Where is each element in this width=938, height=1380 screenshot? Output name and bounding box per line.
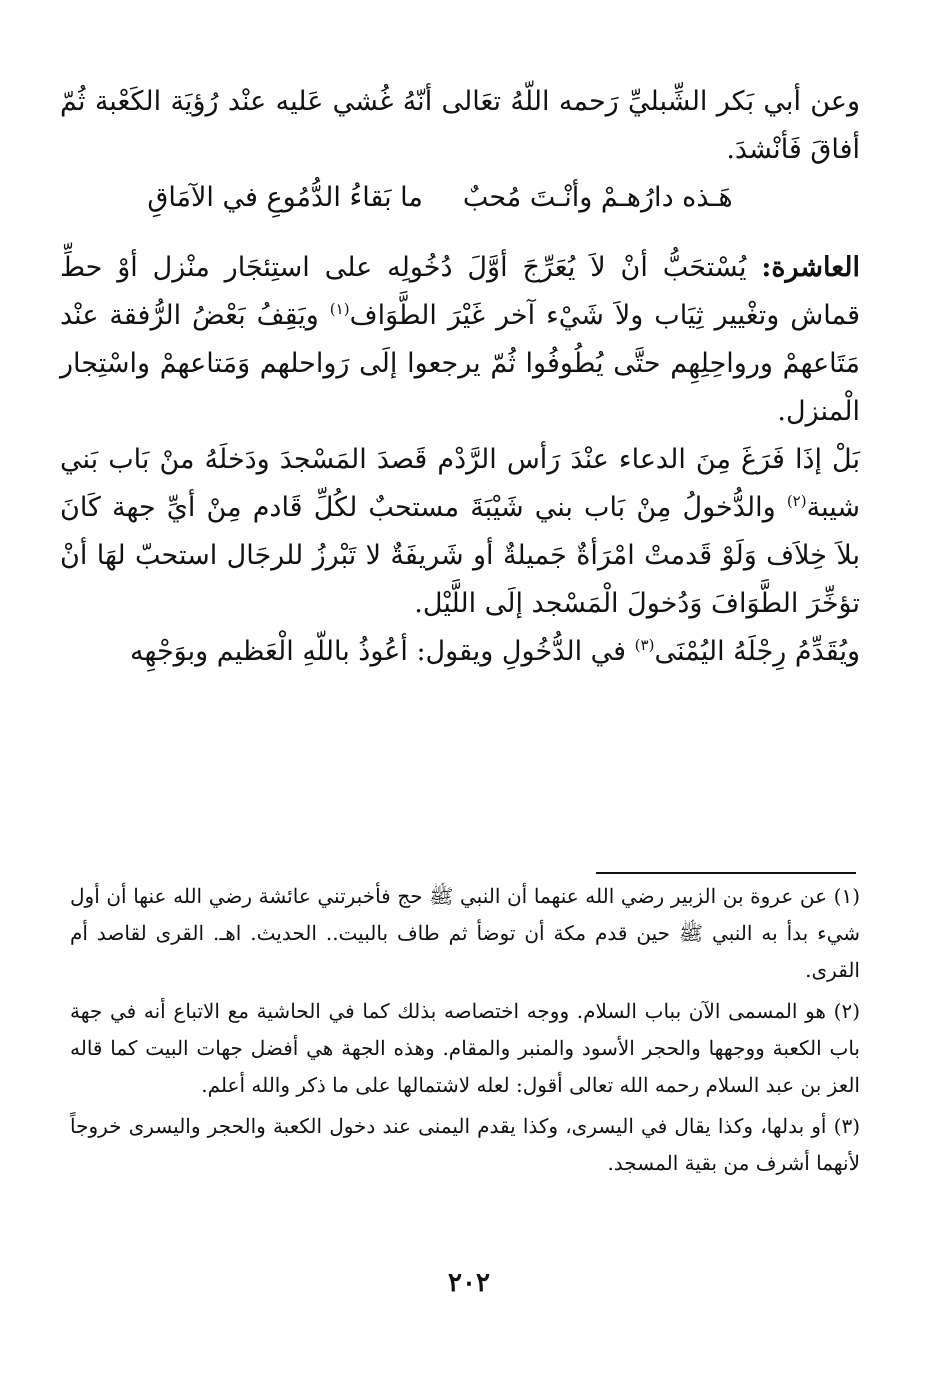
section-lead-tenth: العاشرة:	[761, 252, 860, 283]
tenth-text-b: ويَقِفُ بَعْضُ الرُّفقة عنْد مَتَاعهمْ ورواحِلِهِم حتَّى يُطُوفُوا ثُمّ يرجعوا إلَى رَواحلهم وَمَتاعهمْ واسْتِجار الْمنزل.	[60, 300, 860, 427]
footnote-3: (٣) أو بدلها، وكذا يقال في اليسرى، وكذا يقدم اليمنى عند دخول الكعبة والحجر واليسرى خروجاً لأنهما أشرف من بقية المسجد.	[70, 1114, 860, 1175]
enter-text-a: بَلْ إذَا فَرَغَ مِنَ الدعاء عنْدَ رَأس الرَّدْم قَصدَ المَسْجدَ ودَخلَهُ منْ بَاب بَني شيبة	[60, 444, 860, 523]
page-number: ٢٠٢	[448, 1268, 490, 1298]
footnote-2: (٢) هو المسمى الآن بباب السلام. ووجه اختصاصه بذلك كما في الحاشية مع الاتباع أنه في جهة باب الكعبة ووجهها والحجر الأسود والمنبر والمقام. وهذه الجهة هي أفضل جهات البيت كما قاله العز بن عبد السلام رحمه الله تعالى أقول: لعله لاشتمالها على ما ذكر والله أعلم.	[70, 999, 860, 1097]
footnote-ref-3: (٣)	[634, 636, 655, 654]
paragraph-shibli: وعن أبي بَكر الشِّبليِّ رَحمه اللّهُ تعَالى أنّهُ غُشي عَليه عنْد رُؤيَة الكَعْبة ثُمّ أفاقَ فَأنْشدَ.	[60, 86, 860, 165]
paragraph-tenth	[60, 244, 860, 436]
footnote-divider	[596, 872, 856, 874]
enter-text-b: والدُّخولُ مِنْ بَاب بني شَيْبَةَ مستحبٌ لكُلِّ قَادم مِنْ أيِّ جهة كَانَ بلاَ خِلاَف وَلَوْ قَدمتْ امْرَأةٌ جَميلةٌ أو شَريفَةٌ لا تَبْرزُ للرجَال استحبّ لهَا أنْ تؤخِّرَ الطَّوَافَ وَدُخولَ الْمَسْجد إلَى اللَّيْل.	[60, 492, 860, 619]
footnote-1: (١) عن عروة بن الزبير رضي الله عنهما أن النبي ﷺ حج فأخبرتني عائشة رضي الله عنها أن أول شيء بدأ به النبي ﷺ حين قدم مكة أن توضأ ثم طاف بالبيت.. الحديث. اهـ. القرى لقاصد أم القرى.	[70, 884, 860, 982]
poem-verse	[60, 174, 860, 222]
paragraph-entering-mosque	[60, 436, 860, 628]
right-foot-text-a: ويُقَدِّمُ رِجْلَهُ اليُمْنَى	[654, 636, 860, 667]
verse-first-hemistich: هَـذه دارُهـمْ وأنْـتَ مُحبٌ	[462, 182, 733, 213]
verse-second-hemistich: ما بَقاءُ الدُّمُوعِ في الآمَاقِ	[147, 182, 423, 213]
footnote-ref-1: (١)	[329, 300, 350, 318]
footnotes	[70, 878, 860, 1186]
main-text	[60, 78, 860, 676]
footnote-ref-2: (٢)	[786, 492, 807, 510]
paragraph-right-foot	[60, 628, 860, 676]
tenth-text-a: يُسْتحَبُّ أنْ لاَ يُعَرِّجَ أوَّلَ دُخُولِه على استِئجَار منْزل أوْ حطِّ قماش وتغْيير ثِيَاب ولاَ شَيْء آخر غَيْرَ الطَّوَاف	[60, 252, 861, 331]
right-foot-text-b: في الدُّخُولِ ويقول: أعُوذُ باللّهِ الْعَظيم وبوَجْهِه	[130, 636, 627, 667]
